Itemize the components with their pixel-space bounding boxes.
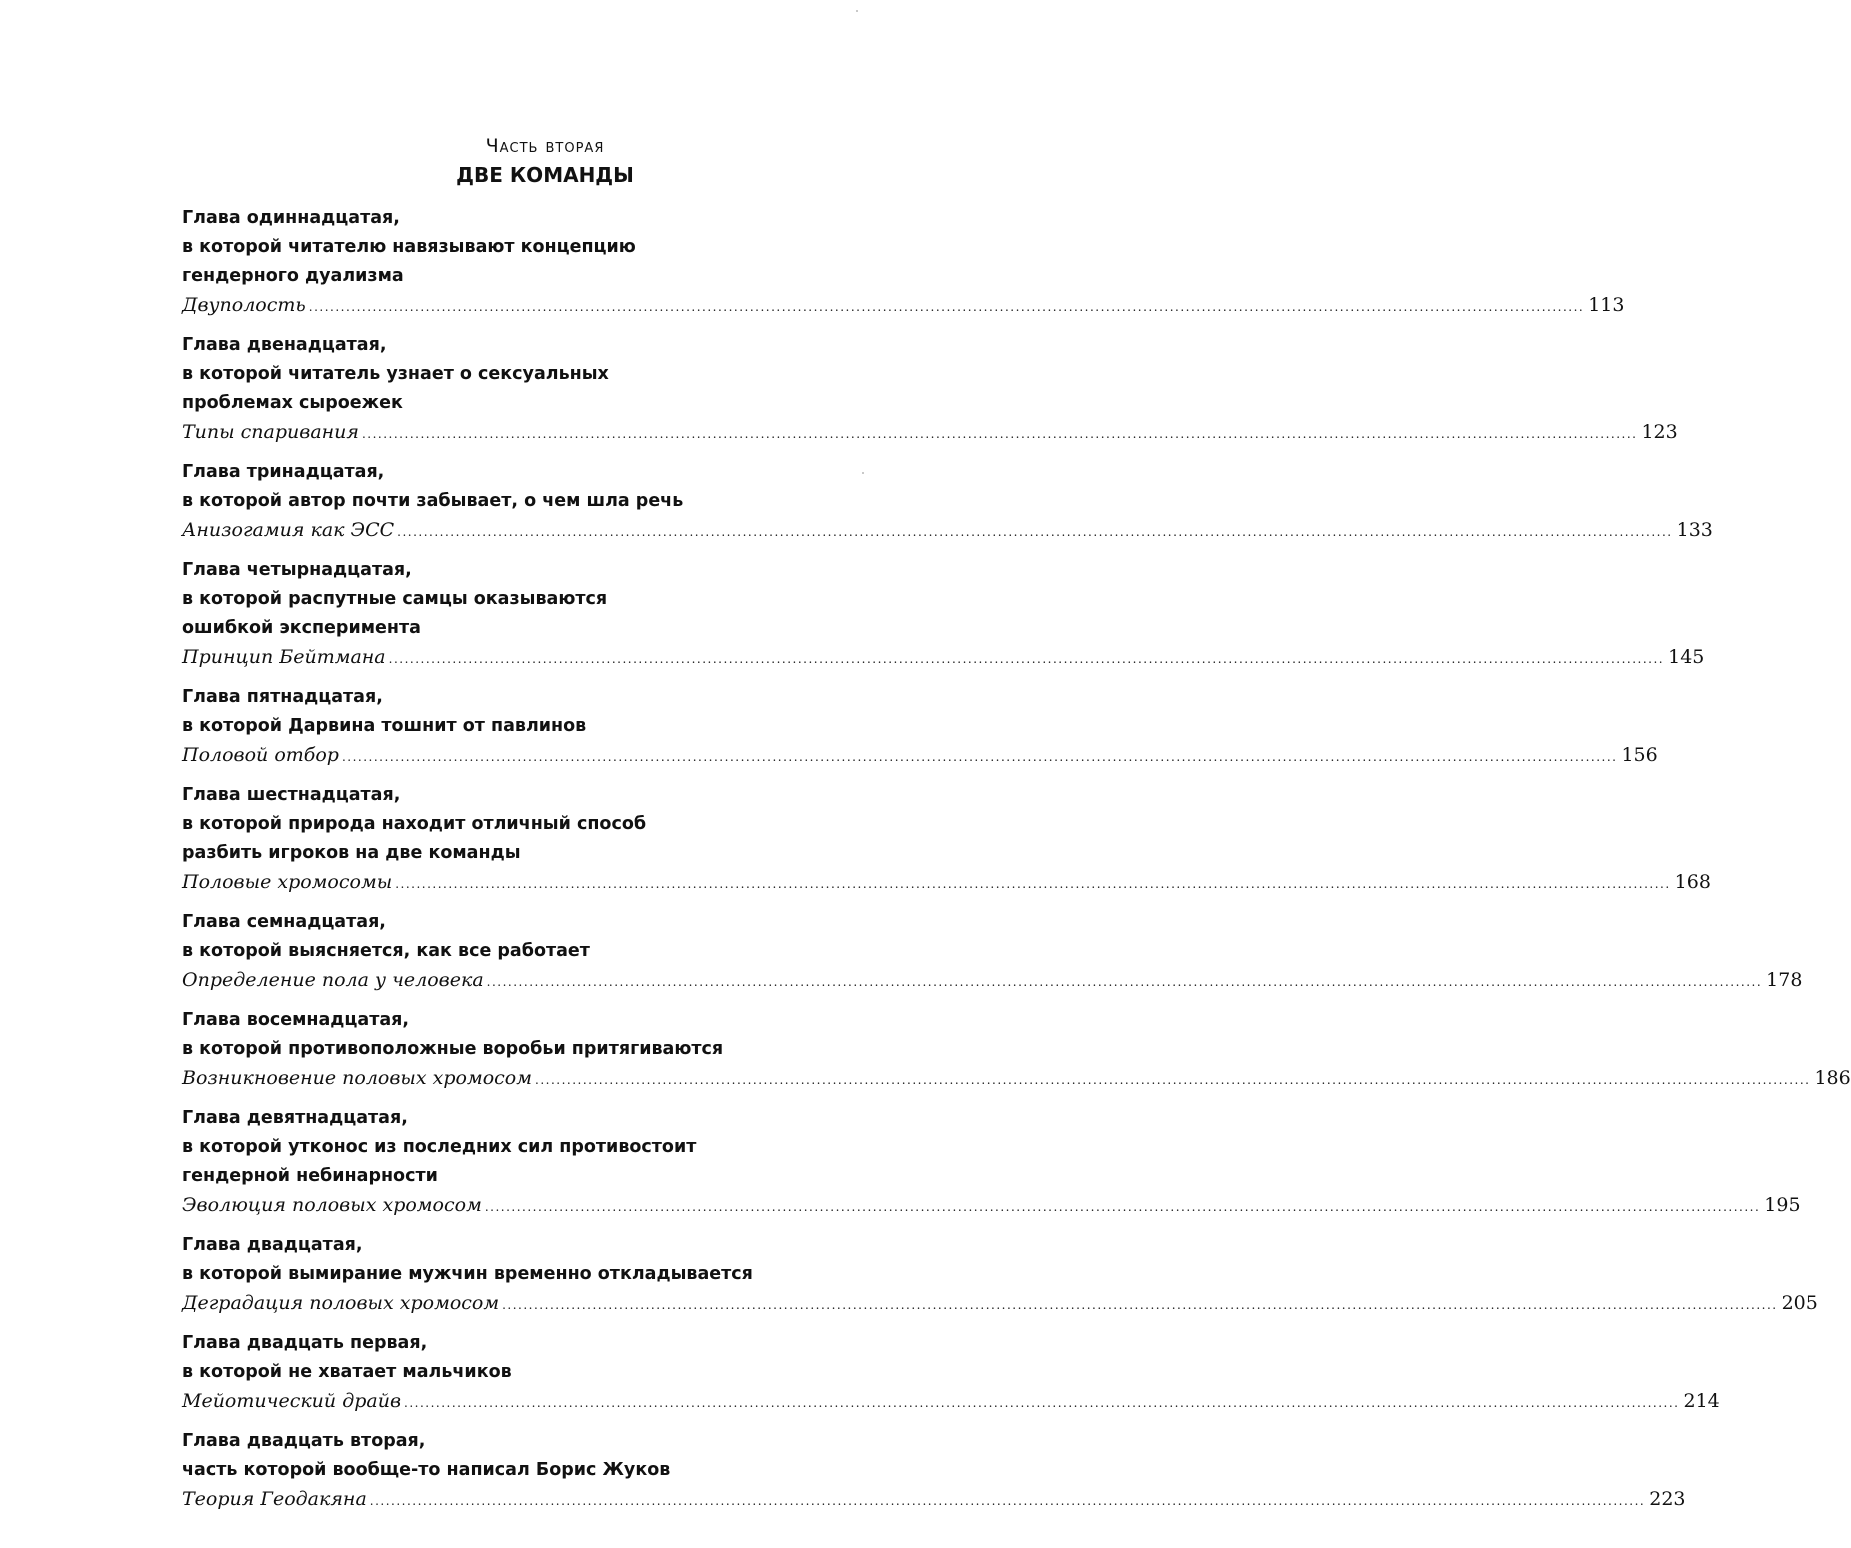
- chapter-topic: Деградация половых хромосом: [182, 1292, 500, 1314]
- dot-leader: ................................................................................................................................................................................................................................................: [341, 750, 1618, 764]
- chapter-subtitle-line: в которой автор почти забывает, о чем шла речь: [182, 491, 684, 511]
- chapter-subtitle-line: в которой читатель узнает о сексуальных: [182, 364, 609, 384]
- toc-entry[interactable]: [182, 1427, 1686, 1516]
- chapter-title: Глава двадцатая,: [182, 1235, 363, 1255]
- dot-leader: ................................................................................................................................................................................................................................................: [535, 1073, 1811, 1087]
- toc-entry[interactable]: [182, 1006, 1851, 1095]
- chapter-topic: Анизогамия как ЭСС: [182, 519, 395, 541]
- chapter-subtitle-line: в которой распутные самцы оказываются: [182, 589, 608, 609]
- page-number: 178: [1766, 969, 1803, 991]
- chapter-subtitle-line: в которой вымирание мужчин временно откладывается: [182, 1264, 753, 1284]
- dot-leader: ................................................................................................................................................................................................................................................: [395, 877, 1671, 891]
- toc-entry[interactable]: [182, 331, 1678, 449]
- toc-entry[interactable]: [182, 458, 1713, 547]
- chapter-topic: Возникновение половых хромосом: [182, 1067, 532, 1089]
- chapter-subtitle-line: в которой природа находит отличный способ: [182, 814, 647, 834]
- chapter-topic: Принцип Бейтмана: [182, 646, 386, 668]
- chapter-title: Глава одиннадцатая,: [182, 208, 400, 228]
- topic-row: [182, 1191, 1801, 1222]
- chapter-topic: Мейотический драйв: [182, 1390, 402, 1412]
- topic-row: [182, 643, 1705, 674]
- chapter-topic: Типы спаривания: [182, 421, 359, 443]
- chapter-subtitle-line: ошибкой эксперимента: [182, 618, 421, 638]
- chapter-subtitle-line: часть которой вообще-то написал Борис Жуков: [182, 1460, 671, 1480]
- chapter-topic: Теория Геодакяна: [182, 1488, 367, 1510]
- dot-leader: ................................................................................................................................................................................................................................................: [502, 1298, 1778, 1312]
- page-number: 113: [1588, 294, 1625, 316]
- chapter-title: Глава двенадцатая,: [182, 335, 387, 355]
- chapter-topic: Двуполость: [182, 294, 306, 316]
- page-number: 186: [1814, 1067, 1851, 1089]
- chapter-subtitle-line: в которой утконос из последних сил противостоит: [182, 1137, 697, 1157]
- topic-row: [182, 1387, 1720, 1418]
- topic-row: [182, 418, 1678, 449]
- chapter-subtitle-line: разбить игроков на две команды: [182, 843, 521, 863]
- dot-leader: ................................................................................................................................................................................................................................................: [397, 525, 1673, 539]
- topic-row: [182, 966, 1803, 997]
- chapter-title: Глава двадцать первая,: [182, 1333, 428, 1353]
- chapter-subtitle-line: в которой Дарвина тошнит от павлинов: [182, 716, 587, 736]
- chapter-title: Глава девятнадцатая,: [182, 1108, 408, 1128]
- toc-entry[interactable]: [182, 908, 1803, 997]
- chapter-title: Глава семнадцатая,: [182, 912, 386, 932]
- dot-leader: ................................................................................................................................................................................................................................................: [404, 1396, 1680, 1410]
- chapter-topic: Половые хромосомы: [182, 871, 393, 893]
- topic-row: [182, 291, 1625, 322]
- chapter-subtitle-line: гендерного дуализма: [182, 266, 404, 286]
- toc-entry[interactable]: [182, 556, 1705, 674]
- page-number: 223: [1649, 1488, 1686, 1510]
- page-number: 205: [1781, 1292, 1818, 1314]
- toc-entry[interactable]: [182, 204, 1625, 322]
- chapter-title: Глава шестнадцатая,: [182, 785, 401, 805]
- topic-row: [182, 868, 1711, 899]
- chapter-subtitle-line: в которой читателю навязывают концепцию: [182, 237, 636, 257]
- chapter-title: Глава пятнадцатая,: [182, 687, 383, 707]
- dot-leader: ................................................................................................................................................................................................................................................: [388, 652, 1665, 666]
- page-number: 195: [1764, 1194, 1801, 1216]
- chapter-subtitle-line: проблемах сыроежек: [182, 393, 403, 413]
- page-number: 123: [1641, 421, 1678, 443]
- chapter-topic: Половой отбор: [182, 744, 339, 766]
- chapter-topic: Определение пола у человека: [182, 969, 484, 991]
- topic-row: [182, 1485, 1686, 1516]
- page-number: 156: [1621, 744, 1658, 766]
- toc-entry[interactable]: [182, 1329, 1720, 1418]
- page-number: 145: [1668, 646, 1705, 668]
- chapter-subtitle-line: в которой не хватает мальчиков: [182, 1362, 512, 1382]
- page-number: 168: [1674, 871, 1711, 893]
- topic-row: [182, 1064, 1851, 1095]
- chapter-topic: Эволюция половых хромосом: [182, 1194, 482, 1216]
- chapter-subtitle-line: в которой выясняется, как все работает: [182, 941, 590, 961]
- topic-row: [182, 741, 1658, 772]
- dot-leader: ................................................................................................................................................................................................................................................: [361, 427, 1638, 441]
- topic-row: [182, 1289, 1818, 1320]
- chapter-subtitle-line: гендерной небинарности: [182, 1166, 438, 1186]
- part-header: [0, 133, 1000, 189]
- dot-leader: ................................................................................................................................................................................................................................................: [486, 975, 1763, 989]
- part-title: ДВЕ КОМАНДЫ: [456, 163, 634, 187]
- paper-speck: [856, 10, 858, 12]
- toc-entry[interactable]: [182, 1231, 1818, 1320]
- chapter-title: Глава восемнадцатая,: [182, 1010, 410, 1030]
- toc-entry[interactable]: [182, 1104, 1801, 1222]
- dot-leader: ................................................................................................................................................................................................................................................: [484, 1200, 1761, 1214]
- dot-leader: ................................................................................................................................................................................................................................................: [308, 300, 1585, 314]
- toc-entry[interactable]: [182, 781, 1711, 899]
- table-of-contents: [182, 204, 1851, 1525]
- part-label: Часть вторая: [485, 135, 605, 157]
- chapter-title: Глава четырнадцатая,: [182, 560, 412, 580]
- chapter-title: Глава тринадцатая,: [182, 462, 385, 482]
- dot-leader: ................................................................................................................................................................................................................................................: [369, 1494, 1646, 1508]
- topic-row: [182, 516, 1713, 547]
- toc-entry[interactable]: [182, 683, 1658, 772]
- page-number: 214: [1683, 1390, 1720, 1412]
- chapter-title: Глава двадцать вторая,: [182, 1431, 426, 1451]
- page-number: 133: [1676, 519, 1713, 541]
- chapter-subtitle-line: в которой противоположные воробьи притягиваются: [182, 1039, 724, 1059]
